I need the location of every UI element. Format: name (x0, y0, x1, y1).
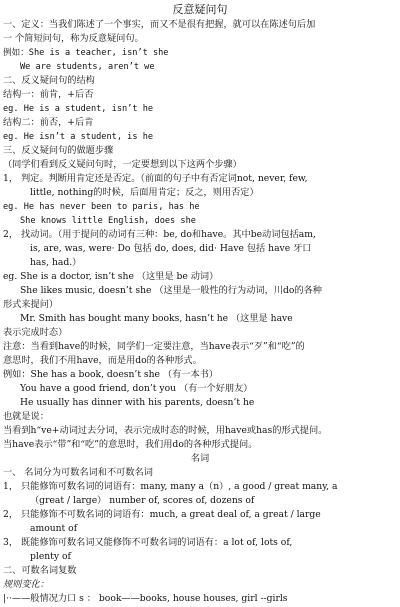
text-line: 3， 既能修饰可数名词又能修饰不可数名词的词语有：a lot of, lots of, (3, 537, 293, 548)
text-line: eg. He isn’t a student, is he (3, 132, 154, 142)
text-line: 形式来提问） (3, 299, 59, 310)
text-line: 2， 找动词。（用于提问的动词有三种：be, do和have。其中be动词包括am, (3, 229, 316, 240)
text-line: is, are, was, were· Do 包括 do, does, did· Have 包括 have 牙口 (30, 243, 312, 254)
text-line: 规则变化： (3, 579, 49, 590)
text-line: eg. He is a student, isn’t he (3, 104, 154, 114)
text-line: has, had.） (30, 257, 82, 268)
text-line: 1， 只能修饰可数名词的词语有：many, many a（n）, a good / great many, a (3, 481, 338, 492)
text-line: 2， 只能修饰不可数名词的词语有：much, a great deal of, a great / large (3, 509, 321, 520)
text-line: eg. She is a doctor, isn’t she （这里是 be 动词） (3, 271, 219, 282)
text-line: 结构二：前否，+后肯 (3, 117, 94, 128)
text-line: 也就是说： (3, 411, 49, 422)
text-line: 一 个简短问句，称为反意疑问句。 (3, 33, 144, 44)
text-line: 当看到h“ve+动词过去分词，表示完成时态的时候，用have或has的形式提问。 (3, 425, 328, 436)
text-line: Mr. Smith has bought many books, hasn’t he （这里是 have (20, 313, 293, 324)
text-line: 二、反义疑问句的结构 (3, 75, 95, 86)
text-line: （great / large） number of, scores of, dozens of (30, 495, 255, 506)
text-line: She likes music, doesn’t she （这里是一般性的行为动词，川do的各种 (20, 285, 322, 296)
text-line: You have a good friend, don’t you （有一个好朋友） (20, 383, 253, 394)
text-line: 结构一：前肯，+后否 (3, 89, 94, 100)
text-line: 例如：She is a teacher, isn’t she (3, 48, 169, 58)
text-line: plenty of (30, 551, 71, 562)
text-line: 表示完成时态） (3, 327, 68, 338)
text-line: 注意：当看到have的时候，同学们一定要注意，当have表示“歹”和“吃”的 (3, 341, 305, 352)
text-line: （同学们看到反义疑问句时，一定要想到以下这两个步骤） (3, 159, 242, 170)
text-line: 三、反义疑问句的做题步骤 (3, 145, 114, 156)
text-line: 一、定义：当我们陈述了一个事实，而又不是很有把握，就可以在陈述句后加 (3, 19, 316, 30)
text-line: 一、 名词分为可数名词和不可数名词 (3, 467, 153, 478)
text-line: eg. He has never been to paris, has he (3, 202, 200, 212)
text-line: |··——般情况力口 s ： book——books, house houses, girl --girls (3, 593, 288, 604)
text-line: little, nothing的时候，后面用肯定；反之，则用否定） (30, 187, 259, 198)
text-line: She knows little English, does she (20, 216, 196, 226)
text-line: amount of (30, 523, 78, 534)
text-line: 当have表示“带”和“吃”的意思时，我们用do的各种形式提问。 (3, 439, 258, 450)
page-title: 反意疑问句 (172, 3, 228, 16)
text-line: 1， 判定。判断用肯定还是否定。（前面的句子中有否定词not, never, few, (3, 173, 308, 184)
section-title: 名词 (190, 453, 210, 464)
text-line: 意思时，我们不用have，而是用do的各种形式。 (3, 355, 202, 366)
text-line: We are students, aren’t we (20, 62, 155, 72)
text-line: 例如：She has a book, doesn’t she （有一本书） (3, 369, 219, 380)
text-line: He usually has dinner with his parents, doesn’t he (20, 397, 255, 408)
text-line: 二、可数名词复数 (3, 565, 77, 576)
